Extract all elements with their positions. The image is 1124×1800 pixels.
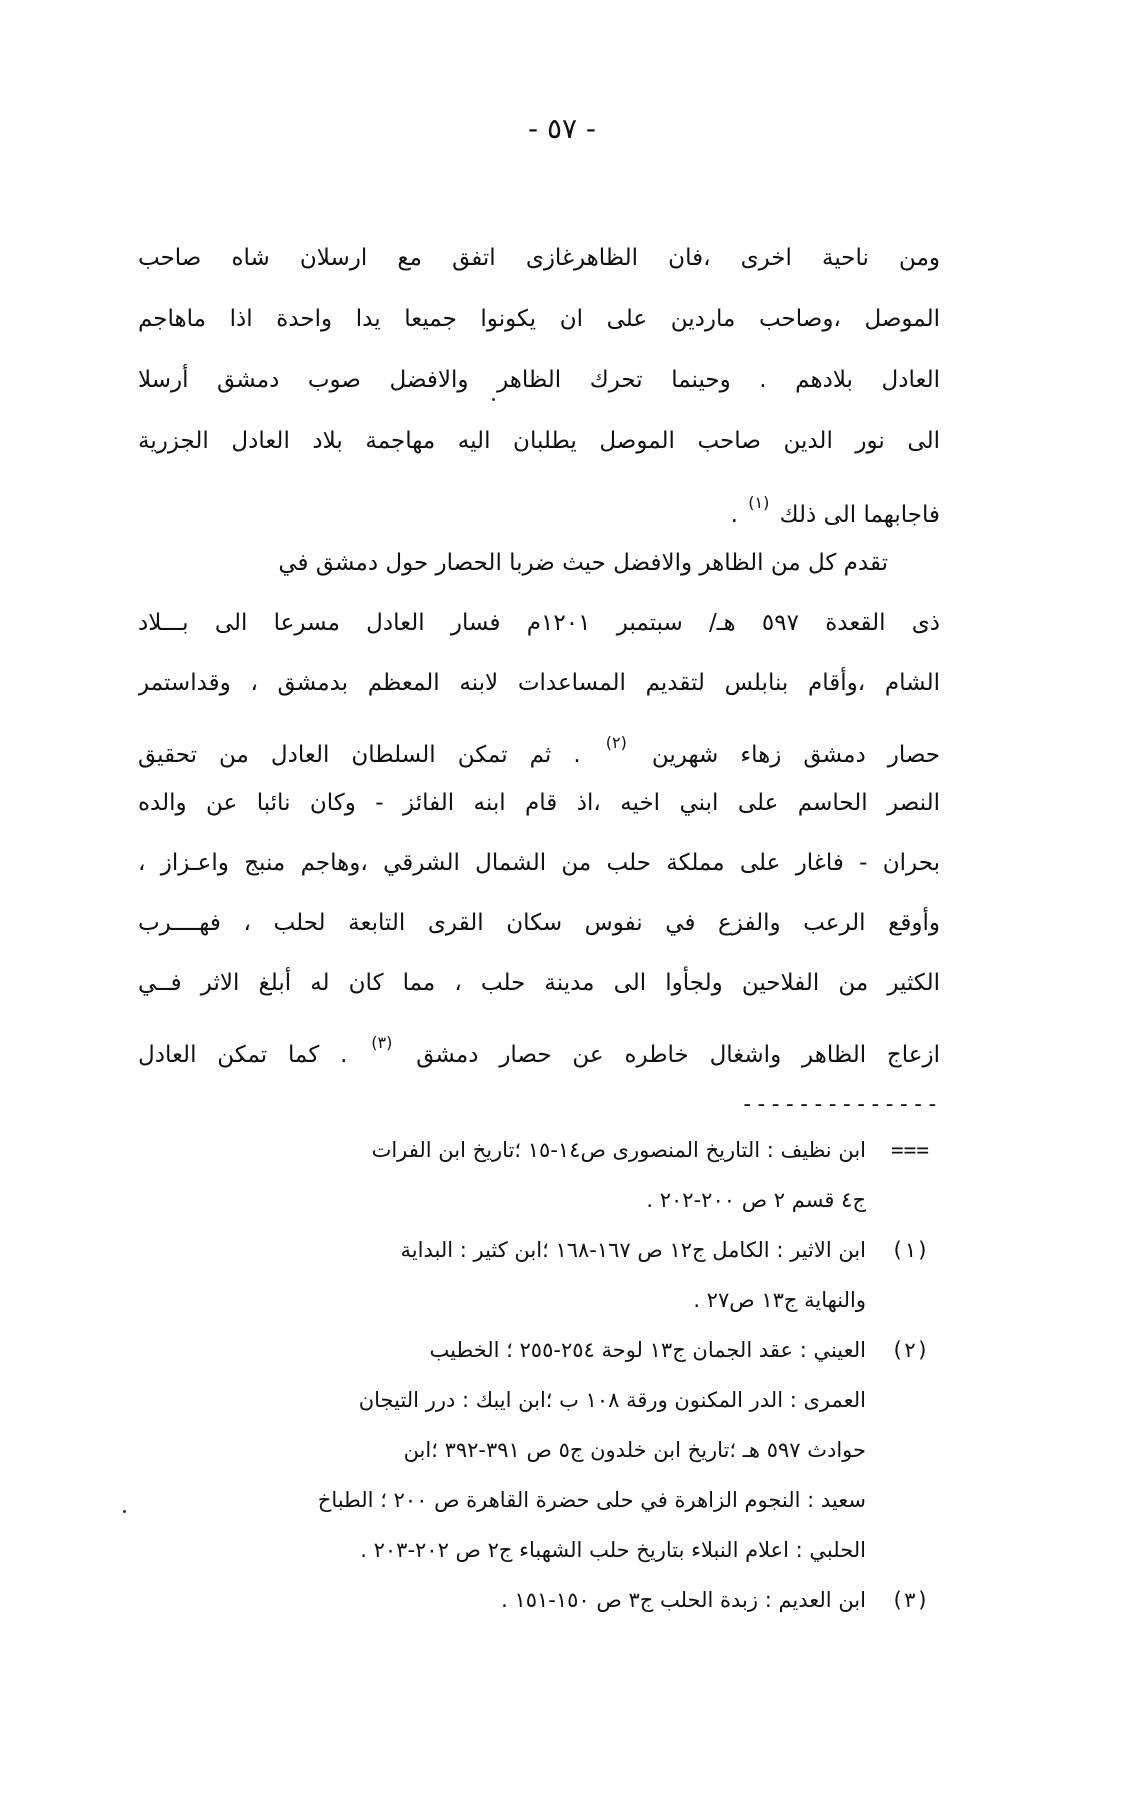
footnote bbox=[138, 1225, 940, 1325]
footnotes bbox=[138, 1125, 940, 1625]
footnote-line: ابن نظيف : التاريخ المنصورى ص١٤-١٥ ؛تاريخ ابن الفرات bbox=[371, 1138, 866, 1162]
paragraph-line: النصر الحاسم على ابني اخيه ،اذ قام ابنه الفائز - وكان نائبا عن والده bbox=[138, 790, 940, 816]
paragraph-text: فاجابهما الى ذلك bbox=[779, 502, 940, 528]
footnote-marker: (٢) bbox=[891, 1338, 929, 1362]
paragraph-line bbox=[138, 1013, 940, 1073]
footnote-line: ابن العديم : زبدة الحلب ج٣ ص ١٥٠-١٥١ . bbox=[501, 1588, 866, 1612]
footnote bbox=[138, 1325, 940, 1575]
paragraph-2 bbox=[138, 533, 940, 1073]
footnote-line: سعيد : النجوم الزاهرة في حلى حضرة القاهرة ص ٢٠٠ ؛ الطباخ bbox=[317, 1488, 866, 1512]
paragraph-last-line bbox=[138, 472, 940, 533]
footnote bbox=[138, 1125, 940, 1225]
paragraph-line: ذى القعدة ٥٩٧ هـ/ سبتمبر ١٢٠١م فسار العادل مسرعا الى بـــلاد bbox=[138, 610, 940, 636]
footnote-line: العمرى : الدر المكنون ورقة ١٠٨ ب ؛ابن ايبك : درر التيجان bbox=[358, 1388, 866, 1412]
footnote-line: حوادث ٥٩٧ هـ ؛تاريخ ابن خلدون ج٥ ص ٣٩١-٣٩٢ ؛ابن bbox=[403, 1438, 866, 1462]
footnote-marker: (١) bbox=[891, 1238, 929, 1262]
paragraph-1 bbox=[138, 228, 940, 533]
paragraph-line: الى نور الدين صاحب الموصل يطلبان اليه مهاجمة بلاد العادل الجزرية bbox=[138, 428, 940, 454]
page-number: - ٥٧ - bbox=[527, 112, 597, 145]
scan-speck bbox=[492, 398, 495, 401]
footnote-separator: -------------- bbox=[740, 1092, 940, 1117]
footnote-marker: (٣) bbox=[891, 1588, 929, 1612]
paragraph-text: . كما تمكن العادل bbox=[138, 1042, 348, 1068]
paragraph-line: ومن ناحية اخرى ،فان الظاهرغازى اتفق مع ارسلان شاه صاحب bbox=[138, 245, 940, 271]
footnote-reference: (٢) bbox=[605, 733, 627, 752]
footnote-line: ج٤ قسم ٢ ص ٢٠٠-٢٠٢ . bbox=[646, 1188, 866, 1212]
footnote-line: العيني : عقد الجمان ج١٣ لوحة ٢٥٤-٢٥٥ ؛ الخطيب bbox=[429, 1338, 866, 1362]
footnote-reference: (٣) bbox=[371, 1033, 393, 1052]
footnote-marker: === bbox=[891, 1138, 929, 1162]
paragraph-text: حصار دمشق زهاء شهرين bbox=[651, 742, 940, 768]
paragraph-line: الموصل ،وصاحب ماردين على ان يكونوا جميعا يدا واحدة اذا ماهاجم bbox=[138, 306, 940, 332]
paragraph-line: الكثير من الفلاحين ولجأوا الى مدينة حلب ، مما كان له أبلغ الاثر فــي bbox=[138, 970, 940, 996]
paragraph-text: ازعاج الظاهر واشغال خاطره عن حصار دمشق bbox=[416, 1042, 940, 1068]
footnote bbox=[138, 1575, 940, 1625]
paragraph-line bbox=[138, 713, 940, 773]
paragraph-line: بحران - فاغار على مملكة حلب من الشمال الشرقي ،وهاجم منبج واعـزاز ، bbox=[138, 850, 940, 876]
footnote-line: الحلبي : اعلام النبلاء بتاريخ حلب الشهباء ج٢ ص ٢٠٢-٢٠٣ . bbox=[360, 1538, 866, 1562]
footnote-line: ابن الاثير : الكامل ج١٢ ص ١٦٧-١٦٨ ؛ابن كثير : البداية bbox=[400, 1238, 866, 1262]
footnote-line: والنهاية ج١٣ ص٢٧ . bbox=[693, 1288, 866, 1312]
paragraph-end-mark: . bbox=[730, 502, 738, 528]
footnote-reference: (١) bbox=[748, 493, 770, 512]
paragraph-line: الشام ،وأقام بنابلس لتقديم المساعدات لابنه المعظم بدمشق ، وقداستمر bbox=[138, 670, 940, 696]
scan-speck bbox=[123, 1510, 126, 1513]
paragraph-line: العادل بلادهم . وحينما تحرك الظاهر والافضل صوب دمشق أرسلا bbox=[138, 367, 940, 393]
paragraph-text: . ثم تمكن السلطان العادل من تحقيق bbox=[138, 742, 581, 768]
paragraph-first-line: تقدم كل من الظاهر والافضل حيث ضربا الحصار حول دمشق في bbox=[278, 550, 888, 576]
paragraph-line: وأوقع الرعب والفزع في نفوس سكان القرى التابعة لحلب ، فهــــرب bbox=[138, 910, 940, 936]
